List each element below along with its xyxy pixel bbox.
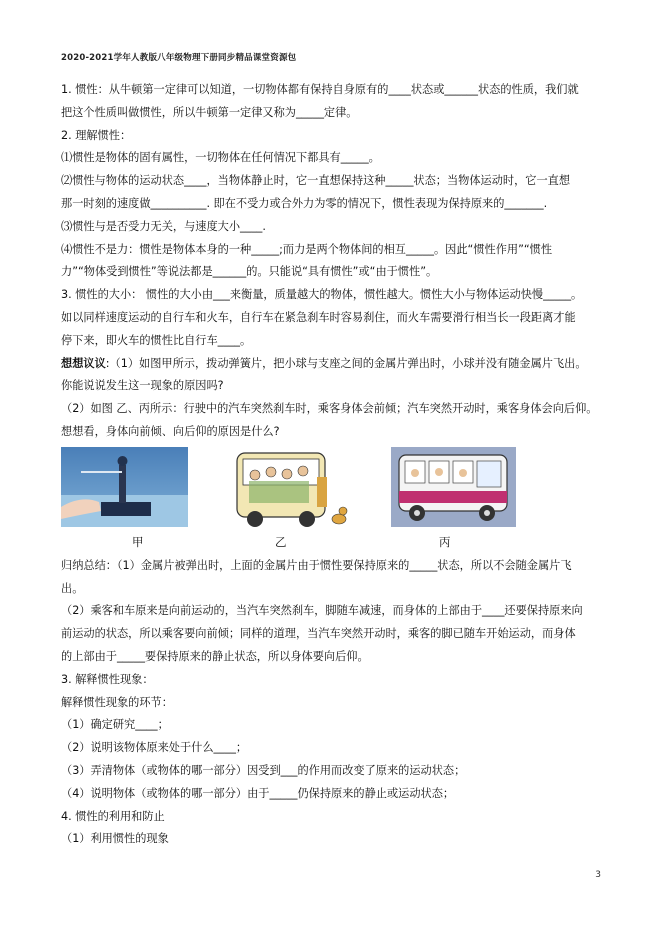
text-line: （4）说明物体（或物体的哪一部分）由于_____仍保持原来的静止或运动状态； (61, 786, 455, 800)
section-heading: 2. 理解惯性： (61, 128, 132, 142)
text-line: 停下来，即火车的惯性比自行车____。 (61, 333, 252, 347)
section-heading: 3. 解释惯性现象： (61, 672, 154, 686)
summary-line: 归纳总结：（1）金属片被弹出时，上面的金属片由于惯性要保持原来的_____状态，所以不会随金属片飞 (61, 558, 572, 572)
discuss-line: （2）如图 乙、丙所示：行驶中的汽车突然刹车时，乘客身体会前倾；汽车突然开动时，乘客身体会向后仰。 (61, 402, 598, 416)
text-line: ⑵惯性与物体的运动状态____，当物体静止时，它一直想保持这种_____状态；当物体运动时，它一直想 (61, 174, 571, 188)
discuss-line (61, 353, 609, 376)
text-line: 力”“物体受到惯性”等说法都是______的。只能说“具有惯性”或“由于惯性”。 (61, 265, 438, 279)
figure-caption-yi: 乙 (275, 534, 287, 549)
summary-line: 前运动的状态，所以乘客要向前倾；同样的道理，当汽车突然开动时，乘客的脚已随车开始运动，而身体 (61, 627, 576, 641)
section-heading: 4. 惯性的利用和防止 (61, 809, 165, 823)
text-line: 3. 惯性的大小： 惯性的大小由___来衡量，质量越大的物体，惯性越大。惯性大小与物体运动快慢_____。 (61, 288, 583, 302)
discuss-line: 你能说说发生这一现象的原因吗? (61, 379, 224, 393)
text-line: （2）说明该物体原来处于什么____； (61, 741, 248, 755)
text-line: （3）弄清物体（或物体的哪一部分）因受到___的作用而改变了原来的运动状态； (61, 763, 466, 777)
discuss-line: 想想看，身体向前倾、向后仰的原因是什么? (61, 424, 280, 438)
figure-caption-jia: 甲 (132, 534, 144, 549)
discuss-title: 想想议议 (61, 356, 106, 370)
text-line: （1）利用惯性的现象 (61, 832, 169, 846)
summary-line: （2）乘客和车原来是向前运动的，当汽车突然刹车，脚随车减速，而身体的上部由于____还要保持原来向 (61, 604, 583, 618)
discuss-text: :（1）如图甲所示，拨动弹簧片，把小球与支座之间的金属片弹出时，小球并没有随金属片飞出。 (105, 356, 587, 370)
summary-line: 出。 (61, 581, 84, 595)
document-body (61, 79, 609, 851)
spring-plate-experiment-image (61, 447, 188, 527)
text-line: ⑴惯性是物体的固有属性，一切物体在任何情况下都具有_____。 (61, 151, 380, 165)
text-line: 那一时刻的速度做__________. 即在不受力或合外力为零的情况下，惯性表现为保持原来的_______. (61, 196, 548, 210)
figures-row (61, 447, 609, 555)
text-line: ⑷惯性不是力：惯性是物体本身的一种_____;而力是两个物体间的相互_____。因此“惯性作用”“惯性 (61, 242, 553, 256)
page-number: 3 (595, 870, 601, 880)
text-line: 解释惯性现象的环节： (61, 695, 173, 709)
text-line: ⑶惯性与是否受力无关，与速度大小____. (61, 219, 266, 233)
page-header: 2020-2021学年人教版八年级物理下册同步精品课堂资源包 (61, 53, 297, 63)
figure-caption-bing: 丙 (439, 534, 451, 549)
bus-starting-cartoon-image (391, 447, 516, 527)
summary-line: 的上部由于_____要保持原来的静止状态，所以身体要向后仰。 (61, 649, 369, 663)
text-line: （1）确定研究____； (61, 718, 169, 732)
text-line: 如以同样速度运动的自行车和火车，自行车在紧急刹车时容易刹住，而火车需要滑行相当长一段距离才能 (61, 310, 576, 324)
text-line: 1. 惯性：从牛顿第一定律可以知道，一切物体都有保持自身原有的____状态或______状态的性质，我们就 (61, 83, 579, 96)
bus-braking-cartoon-image (233, 447, 353, 531)
text-line: 把这个性质叫做惯性，所以牛顿第一定律又称为_____定律。 (61, 105, 358, 119)
